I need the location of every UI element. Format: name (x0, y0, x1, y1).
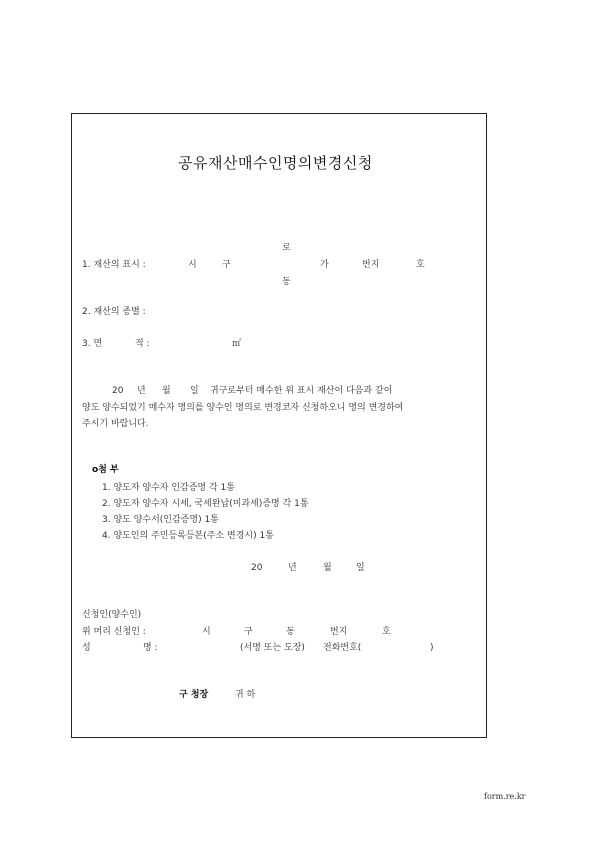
applicant-sign-hint: (서명 또는 도장) (240, 643, 305, 653)
applicant-phone-close: ) (430, 643, 434, 653)
kind-label: 2. 재산의 종별 : (82, 307, 146, 317)
applicant-name-label-1: 성 (82, 643, 91, 653)
date-day: 일 (356, 563, 365, 573)
body-month: 월 (162, 386, 171, 396)
applicant-si: 시 (202, 627, 211, 637)
source-footer: form.re.kr (484, 792, 526, 801)
attachment-item: 1. 양도자 양수자 인감증명 각 1통 (102, 483, 235, 493)
property-beonji: 번지 (362, 260, 380, 270)
applicant-name-label-2: 명 : (143, 643, 158, 653)
property-gu: 구 (222, 260, 231, 270)
body-line3: 주시기 바랍니다. (82, 419, 149, 429)
property-ro: 로 (282, 243, 291, 253)
date-month: 월 (323, 563, 332, 573)
date-year: 년 (288, 563, 297, 573)
body-line2: 양도 양수되었기 매수자 명의를 양수인 명의로 변경코자 신청하오니 명의 변경하여 (82, 403, 404, 413)
body-day: 일 (190, 386, 199, 396)
applicant-heading: 신청인(양수인) (82, 610, 142, 620)
attachments-heading: o첨 부 (92, 465, 119, 475)
area-label-2: 적 : (135, 339, 150, 349)
addressee-honorific: 귀 하 (235, 690, 256, 700)
property-ho: 호 (416, 260, 425, 270)
body-line1: 귀구로부터 매수한 위 표시 재산이 다음과 같이 (210, 386, 393, 396)
attachment-item: 3. 양도 양수서(인감증명) 1통 (102, 515, 219, 525)
applicant-ho: 호 (382, 627, 391, 637)
body-yy: 20 (112, 386, 124, 396)
area-label-1: 3. 면 (82, 339, 103, 349)
applicant-gu: 구 (244, 627, 253, 637)
area-unit: ㎡ (232, 339, 242, 349)
property-ga: 가 (320, 260, 329, 270)
form-title: 공유재산매수인명의변경신청 (178, 154, 373, 172)
date-yy: 20 (251, 563, 263, 573)
attachment-item: 4. 양도인의 주민등록등본(주소 변경시) 1통 (102, 531, 274, 541)
property-dong: 동 (282, 277, 291, 287)
attachment-item: 2. 양도자 양수자 시세, 국세완납(미과세)증명 각 1통 (102, 499, 309, 509)
applicant-beonji: 번지 (330, 627, 348, 637)
applicant-phone-label: 전화번호( (323, 643, 362, 653)
applicant-dong: 동 (286, 627, 295, 637)
body-year: 년 (137, 386, 146, 396)
property-si: 시 (188, 260, 197, 270)
property-label: 1. 재산의 표시 : (82, 260, 146, 270)
addressee-office: 구 청장 (179, 690, 209, 700)
applicant-address-label: 위 머리 신청인 : (82, 627, 146, 637)
